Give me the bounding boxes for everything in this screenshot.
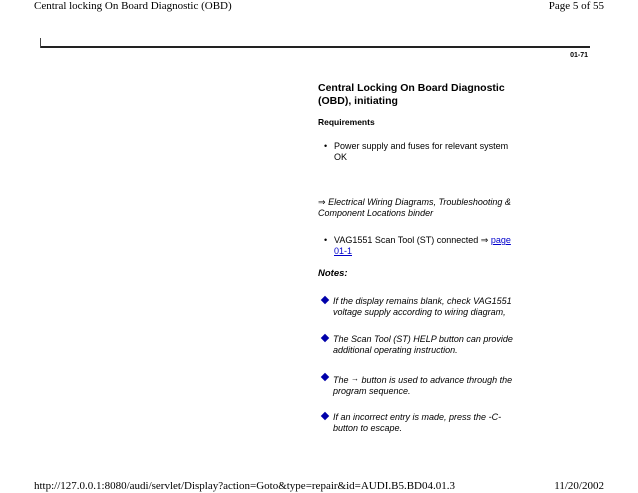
page-link-part2[interactable]: 01-1 <box>334 246 353 256</box>
note-line1-pre: The <box>333 375 349 385</box>
note-line2: program sequence. <box>333 386 411 396</box>
requirement-line2: OK <box>334 152 348 162</box>
note-line1: If an incorrect entry is made, press the -C- <box>333 412 502 422</box>
requirement-line1: Power supply and fuses for relevant system <box>334 141 509 151</box>
diamond-bullet-icon <box>321 296 329 304</box>
page-reference: 01-71 <box>570 52 588 59</box>
footer-url: http://127.0.0.1:8080/audi/servlet/Display?action=Goto&type=repair&id=AUDI.B5.BD04.01.3 <box>34 480 455 492</box>
requirement-item-scan-tool <box>320 235 544 257</box>
wiring-reference <box>318 197 538 219</box>
note-item <box>320 296 548 318</box>
note-line2: additional operating instruction. <box>333 345 458 355</box>
note-item <box>320 373 548 397</box>
diamond-bullet-icon <box>321 373 329 381</box>
note-line1-post: button is used to advance through the <box>361 375 513 385</box>
section-title <box>318 82 538 108</box>
bullet-icon: • <box>324 141 328 151</box>
reference-line1: Electrical Wiring Diagrams, Troubleshooting & <box>328 197 511 207</box>
scan-tool-text: VAG1551 Scan Tool (ST) connected <box>334 235 479 245</box>
diamond-bullet-icon <box>321 334 329 342</box>
note-item <box>320 412 548 434</box>
note-line2: button to escape. <box>333 423 403 433</box>
arrow-right-icon: → <box>351 374 360 383</box>
section-title-line1: Central Locking On Board Diagnostic <box>318 82 505 94</box>
requirements-label: Requirements <box>318 117 375 127</box>
header-page-number: Page 5 of 55 <box>548 0 604 12</box>
diamond-bullet-icon <box>321 412 329 420</box>
page-link-part1[interactable]: page <box>490 235 511 245</box>
bullet-icon: • <box>324 235 328 245</box>
top-divider <box>40 46 590 48</box>
notes-label: Notes: <box>318 268 348 279</box>
requirement-item <box>320 141 544 163</box>
note-line2: voltage supply according to wiring diagram, <box>333 307 506 317</box>
section-title-line2: (OBD), initiating <box>318 95 398 107</box>
arrow-right-icon: ⇒ <box>318 197 326 207</box>
header-title: Central locking On Board Diagnostic (OBD) <box>34 0 232 12</box>
note-item <box>320 334 548 356</box>
reference-line2: Component Locations binder <box>318 208 434 218</box>
note-line1: The Scan Tool (ST) HELP button can provide <box>333 334 513 344</box>
arrow-right-icon: ⇒ <box>480 235 489 245</box>
note-line1: If the display remains blank, check VAG1551 <box>333 296 512 306</box>
footer-date: 11/20/2002 <box>554 480 604 492</box>
